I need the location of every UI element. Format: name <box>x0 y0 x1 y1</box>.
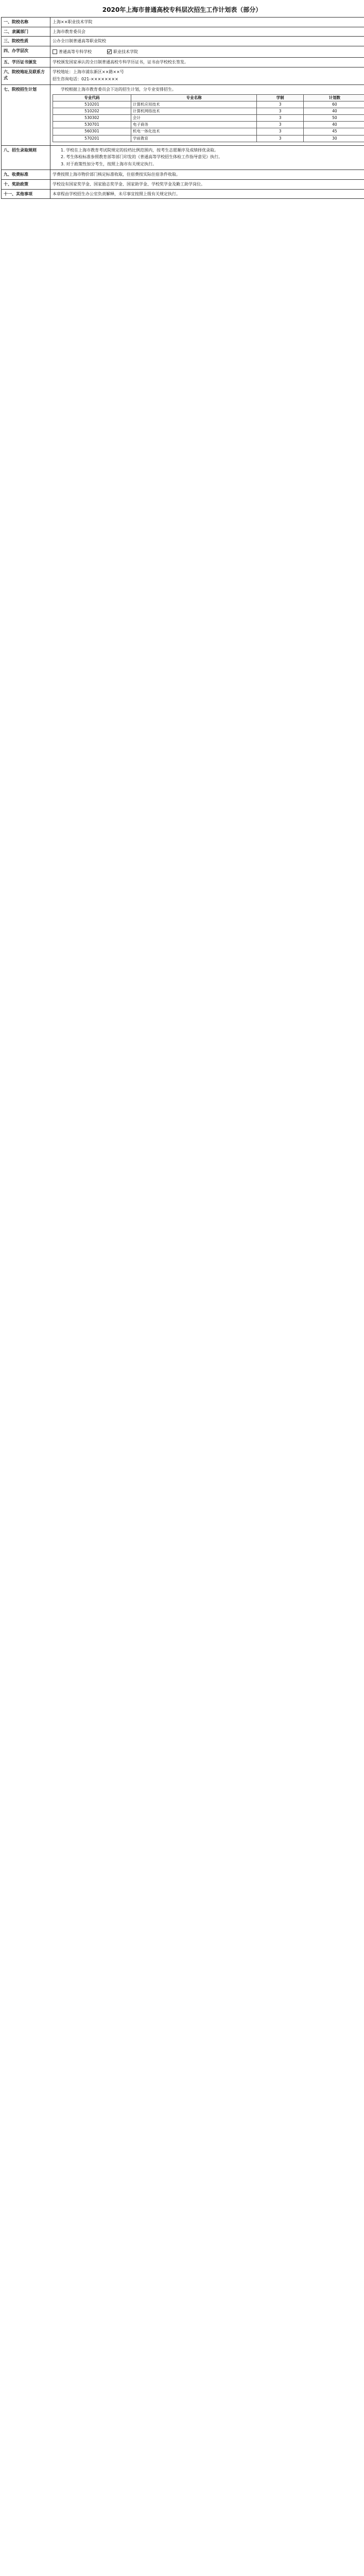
table-cell: 会计 <box>131 115 257 122</box>
row-level <box>2 46 364 58</box>
table-cell: 510201 <box>53 101 131 108</box>
table-row <box>53 108 364 115</box>
row-content: 学校颁发国家承认的全日制普通高校专科学历证书，证书由学校校长签发。 <box>50 58 364 67</box>
column-header: 计划数 <box>303 94 364 101</box>
option-item <box>107 49 138 55</box>
table-cell: 570201 <box>53 135 131 142</box>
table-cell: 560301 <box>53 128 131 135</box>
table-cell: 电子商务 <box>131 122 257 128</box>
row-label: 四、办学层次 <box>2 46 50 58</box>
table-cell: 3 <box>257 128 303 135</box>
row-label: 三、院校性质 <box>2 37 50 46</box>
option-label: 普通高等专科学校 <box>59 49 92 54</box>
row-certificate <box>2 58 364 67</box>
row-label: 一、院校名称 <box>2 18 50 27</box>
paragraph: 2. 考生体检标准参照教育部等部门印发的《普通高等学校招生体检工作指导意见》执行。 <box>61 155 223 160</box>
row-fees <box>2 170 364 180</box>
paragraph: 学校根据上海市教育委员会下达的招生计划，分专业安排招生。 <box>61 87 176 92</box>
table-cell: 45 <box>303 128 364 135</box>
table-cell: 3 <box>257 108 303 115</box>
page-title: 2020年上海市普通高校专科层次招生工作计划表（部分） <box>102 6 262 13</box>
table-cell: 计算机应用技术 <box>131 101 257 108</box>
row-label: 十一、其他事项 <box>2 189 50 199</box>
row-contact <box>2 67 364 84</box>
table-cell: 510202 <box>53 108 131 115</box>
contact-line: 招生咨询电话：021-×××××××× <box>53 76 118 81</box>
row-label: 九、收费标准 <box>2 170 50 180</box>
row-label: 八、招生录取规则 <box>2 145 50 170</box>
plan-table <box>53 94 364 142</box>
checkbox-checked-icon <box>107 49 112 54</box>
table-row <box>53 135 364 142</box>
table-cell: 50 <box>303 115 364 122</box>
row-content: 学校设有国家奖学金、国家励志奖学金、国家助学金、学校奖学金及勤工助学岗位。 <box>50 180 364 190</box>
row-content <box>50 67 364 84</box>
row-content <box>50 145 364 170</box>
row-department <box>2 27 364 37</box>
table-cell: 学前教育 <box>131 135 257 142</box>
row-rules <box>2 145 364 170</box>
row-label: 六、院校地址及联系方式 <box>2 67 50 84</box>
table-cell: 40 <box>303 122 364 128</box>
row-content: 上海××职业技术学院 <box>50 18 364 27</box>
table-cell: 530302 <box>53 115 131 122</box>
contact-line: 学校地址：上海市浦东新区××路××号 <box>53 69 124 74</box>
row-content: 公办全日制普通高等职业院校 <box>50 37 364 46</box>
row-content: 上海市教育委员会 <box>50 27 364 37</box>
column-header: 学制 <box>257 94 303 101</box>
row-label: 十、奖助政策 <box>2 180 50 190</box>
table-row <box>53 101 364 108</box>
row-content <box>50 46 364 58</box>
row-nature <box>2 37 364 46</box>
paragraph: 3. 对于政策性加分考生，按照上海市有关规定执行。 <box>61 161 157 166</box>
table-row <box>53 115 364 122</box>
row-content: 本章程由学校招生办公室负责解释，未尽事宜按照上级有关规定执行。 <box>50 189 364 199</box>
option-item <box>53 49 92 55</box>
table-cell: 3 <box>257 101 303 108</box>
row-content <box>50 85 364 145</box>
column-header: 专业名称 <box>131 94 257 101</box>
table-row <box>53 122 364 128</box>
table-cell: 3 <box>257 122 303 128</box>
paragraph: 1. 学校在上海市教育考试院规定的投档比例范围内，按考生志愿顺序及成绩择优录取。 <box>61 147 219 152</box>
table-row <box>53 128 364 135</box>
row-school-name <box>2 18 364 27</box>
row-label: 五、学历证书颁发 <box>2 58 50 67</box>
column-header: 专业代码 <box>53 94 131 101</box>
row-aid <box>2 180 364 190</box>
row-label: 七、院校招生计划 <box>2 85 50 145</box>
table-cell: 计算机网络技术 <box>131 108 257 115</box>
checkbox-icon <box>53 49 57 54</box>
table-cell: 530701 <box>53 122 131 128</box>
row-other <box>2 189 364 199</box>
document-page <box>0 0 364 199</box>
row-plan <box>2 85 364 145</box>
option-label: 职业技术学院 <box>113 49 138 54</box>
table-cell: 30 <box>303 135 364 142</box>
row-content: 学费按照上海市物价部门核定标准收取，住宿费按实际住宿条件收取。 <box>50 170 364 180</box>
table-cell: 60 <box>303 101 364 108</box>
table-cell: 3 <box>257 135 303 142</box>
table-cell: 40 <box>303 108 364 115</box>
table-cell: 3 <box>257 115 303 122</box>
row-label: 二、隶属部门 <box>2 27 50 37</box>
charter-table <box>1 17 364 199</box>
table-cell: 机电一体化技术 <box>131 128 257 135</box>
